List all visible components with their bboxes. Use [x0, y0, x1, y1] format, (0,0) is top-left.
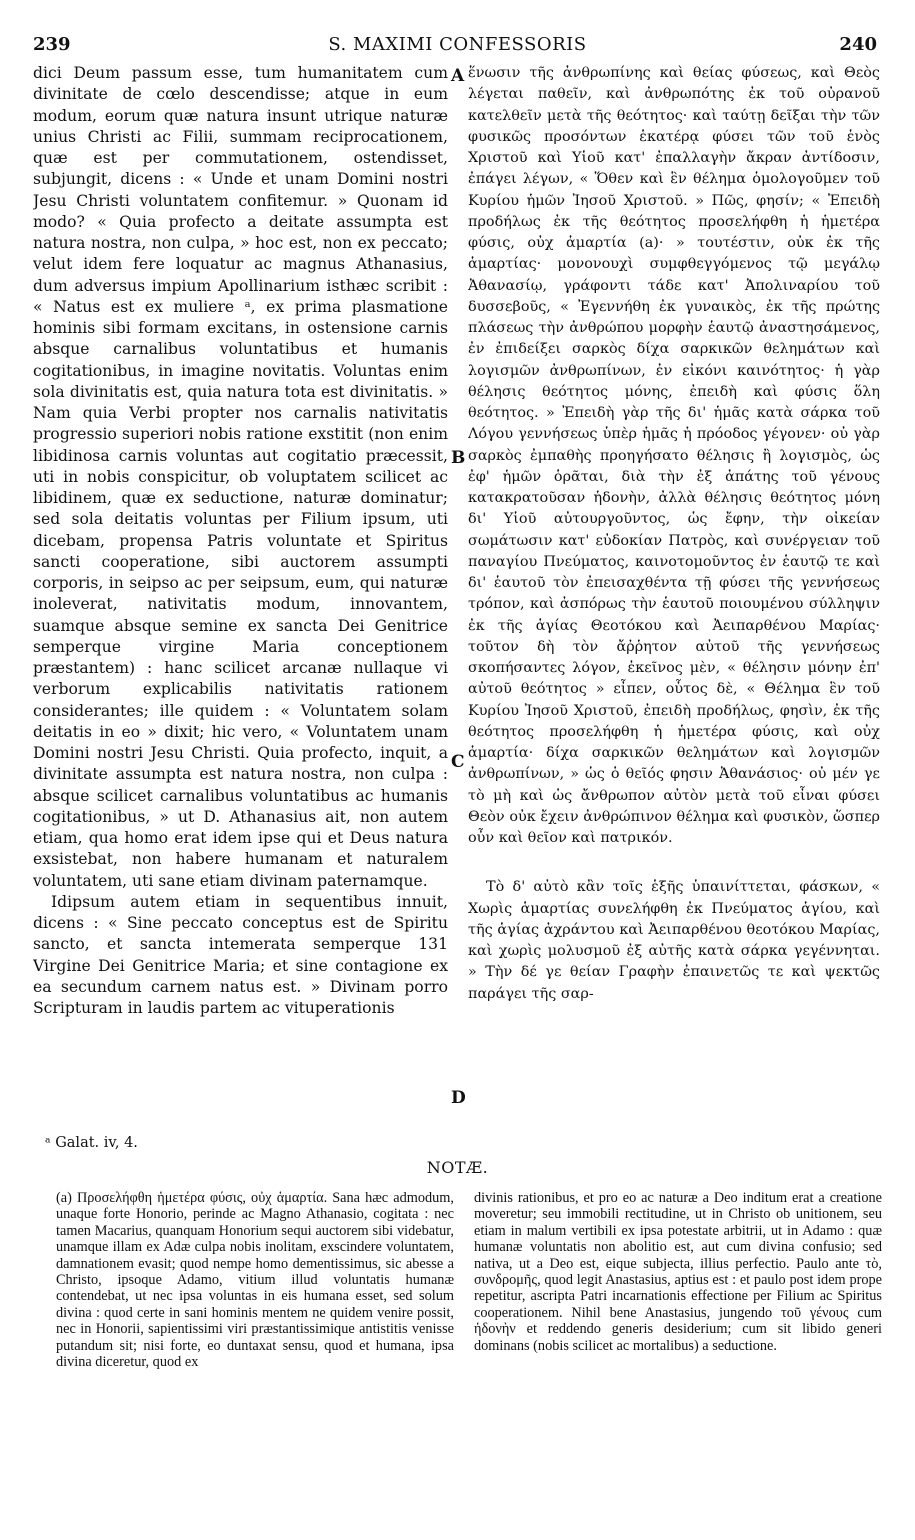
latin-paragraph: dici Deum passum esse, tum humanitatem cum divinitate de cœlo descendisse; atque in eum modum, eorum quæ natura insunt utrique naturæ unius Christi ac Filii, summam reciprocationem, quæ est per commutationem, ostendisset, subjungit, dicens : « Unde et unam Domini nostri Jesu Christi voluntatem confitemur. » Quonam id modo? « Quia profecto a deitate assumpta est natura nostra, non culpa, » hoc est, non ex peccato; velut idem fere loquatur ac magnus Athanasius, dum adversus impium Apollinarium isthæc scribit : « Natus est ex muliere ᵃ, ex prima plasmatione hominis sibi formam excitans, in ostensione carnis absque carnalibus voluntatibus et humanis cogitationibus, in imagine novitatis. Voluntas enim sola divinitatis est, quia natura tota est divinitatis. » Nam quia Verbi propter nos carnalis nativitatis progressio superiori nobis ratione exstitit (non enim libidinosa carnis voluntas aut cogitatio præcessit, uti in nobis conspicitur, ob voluptatem scilicet ac libidinem, quæ ex seductione, naturæ dominatur; sed sola deitatis voluntas per Filium ipsum, uti dicebam, propensa Patris voluntate et Spiritus sancti cooperatione, sibi auctorem assumpti corporis, in seipso ac per seipsum, eum, qui naturæ inoleverat, nativitatis modum, innovantem, suamque absque semine ex sancta Dei Genitrice semperque virgine Maria conceptionem præstantem) : hanc scilicet arcanæ nullaque vi verborum explicabilis nativitatis rationem considerantes; ille quidem : « Voluntatem solam deitatis in eo » dixit; hic vero, « Voluntatem unam Domini nostri Jesu Christi. Quia profecto, inquit, a divinitate assumpta est natura nostra, non culpa : absque scilicet carnalibus voluntatibus ac humanis cogitationibus, » ut D. Athanasius ait, non autem etiam, qua homo erat idem ipse qui et Deus natura exsistebat, non habere humanam et naturalem voluntatem, uti sane etiam divinam paternamque.	[33, 64, 448, 890]
notes-left-column	[56, 1190, 454, 1445]
notes-title: NOTÆ.	[426, 1158, 489, 1177]
greek-column	[468, 63, 880, 1135]
right-page-number: 240	[839, 34, 877, 55]
margin-marker-d: D	[451, 1088, 466, 1108]
note-text: divinis rationibus, et pro eo ac naturæ a Deo inditum erat a creatione moveretur; seu immobili rectitudine, ut in Christo ob unitionem, seu etiam in malum vertibili ex ipsa potestate arbitrii, ut in Adamo : quæ humanæ voluntatis non abolitio est, aut cum divina confusio; sed nativa, ut a Deo est, eique subjecta, illius perfectio. Paulo ante τὸ, συνδρομῆς, quod legit Anastasius, aptius est : et paulo post idem prope repetitur, ascripta Patri incarnationis effectione per Filium ac Spiritus cooperationem. Nihil bene Anastasius, jungendo τοῦ γένους cum ἡδονὴν et reddendo generis desiderium; cum sit libido generi dominans (nobis scilicet ac mortalibus) a seductione.	[474, 1190, 882, 1354]
running-title: S. MAXIMI CONFESSORIS	[328, 34, 587, 55]
left-page-number: 239	[33, 34, 71, 55]
latin-column	[33, 63, 448, 1135]
margin-marker-c: C	[451, 752, 465, 772]
margin-marker-b: B	[451, 448, 466, 468]
greek-paragraph: ἕνωσιν τῆς ἀνθρωπίνης καὶ θείας φύσεως, καὶ Θεὸς λέγεται παθεῖν, καὶ ἀνθρωπότης ἐκ τοῦ οὐρανοῦ κατελθεῖν μετὰ τῆς θεότητος· καὶ ταύτῃ δεῖξαι τὴν τῶν φυσικῶς προσόντων ἑκατέρᾳ φύσει τῶν τοῦ ἑνὸς Χριστοῦ καὶ Υἱοῦ κατ' ἐπαλλαγὴν ἄκραν ἀντίδοσιν, ἐπάγει λέγων, « Ὅθεν καὶ ἓν θέλημα ὁμολογοῦμεν τοῦ Κυρίου ἡμῶν Ἰησοῦ Χριστοῦ. » Πῶς, φησίν; « Ἐπειδὴ προδήλως ἐκ τῆς θεότητος προσελήφθη ἡ ἡμετέρα φύσις, οὐχ ἁμαρτία (a)· » τουτέστιν, οὐκ ἐκ τῆς ἁμαρτίας· μονονουχὶ συμφθεγγόμενος τῷ μεγάλῳ Ἀθανασίῳ, γράφοντι τάδε κατ' Ἀπολιναρίου τοῦ δυσσεβοῦς, « Ἐγεννήθη ἐκ γυναικὸς, ἐκ τῆς πρώτης πλάσεως τὴν ἀνθρώπου μορφὴν ἑαυτῷ ἀναστησάμενος, ἐν ἐπιδείξει σαρκὸς δίχα σαρκικῶν θελημάτων καὶ λογισμῶν ἀνθρωπίνων, ἐν εἰκόνι καινότητος· ἡ γὰρ θέλησις θεότητος μόνης, ἐπειδὴ καὶ φύσις ὅλη θεότητος. » Ἐπειδὴ γὰρ τῆς δι' ἡμᾶς κατὰ σάρκα τοῦ Λόγου γεννήσεως ὑπὲρ ἡμᾶς ἡ πρόοδος γέγονεν· οὐ γὰρ σαρκὸς ἐμπαθὴς προηγήσατο θέλησις ἢ λογισμὸς, ὡς ἐφ' ἡμῶν ὁρᾶται, διὰ τὴν ἐξ ἀπάτης τοῦ γένους κατακρατοῦσαν ἡδονὴν, ἀλλὰ θέλησις θεότητος μόνη δι' Υἱοῦ αὐτουργοῦντος, ὡς ἔφην, τὴν οἰκείαν σωμάτωσιν κατ' εὐδοκίαν Πατρὸς, καὶ συνέργειαν τοῦ παναγίου Πνεύματος, καινοτομοῦντος ἐν ἑαυτῷ τε καὶ δι' ἑαυτοῦ τὸν ἐπεισαχθέντα τῇ φύσει τῆς γεννήσεως τρόπον, καὶ ἀσπόρως τὴν ἑαυτοῦ ποιουμένου σύλληψιν ἐκ τῆς ἁγίας Θεοτόκου καὶ Ἀειπαρθένου Μαρίας· τοῦτον δὴ τὸν ἄῤῥητον αὐτοῦ τῆς γεννήσεως σκοπήσαντες λόγον, ἐκεῖνος μὲν, « θέλησιν μόνην ἐπ' αὐτοῦ θεότητος » εἶπεν, οὗτος δὲ, « Θέλημα ἓν τοῦ Κυρίου Ἰησοῦ Χριστοῦ, ἐπειδὴ προδήλως, φησὶν, ἐκ τῆς θεότητος προσελήφθη ἡ ἡμετέρα φύσις, καὶ οὐχ ἁμαρτία· δίχα σαρκικῶν θελημάτων καὶ λογισμῶν ἀνθρωπίνων, » ὡς ὁ θεῖός φησιν Ἀθανάσιος· οὐ μέν γε τὸ μὴ καὶ ὡς ἄνθρωπον αὐτὸν μετὰ τοῦ εἶναι φύσει Θεὸν οὐκ ἔχειν ἀνθρώπινον θέλημα καὶ φυσικὸν, ὥσπερ οὖν καὶ θεῖον καὶ πατρικόν.	[468, 65, 880, 846]
greek-paragraph: Τὸ δ' αὐτὸ κἂν τοῖς ἑξῆς ὑπαινίττεται, φάσκων, « Χωρὶς ἁμαρτίας συνελήφθη ἐκ Πνεύματος ἁγίου, καὶ τῆς ἁγίας ἀχράντου καὶ Ἀειπαρθένου θεοτόκου Μαρίας, καὶ χωρὶς μολυσμοῦ ἐξ αὐτῆς κατὰ σάρκα γεγέννηται. » Τὴν δέ γε θείαν Γραφὴν ἐπαινετῶς τε καὶ ψεκτῶς παράγει τῆς σαρ-	[468, 879, 880, 1002]
page-header	[0, 34, 915, 58]
note-text: (a) Προσελήφθη ἡμετέρα φύσις, οὐχ ἁμαρτία. Sana hæc admodum, unaque forte Honorio, perinde ac Magno Athanasio, cogitata : nec tamen Macarius, quanquam Honorium sequi auctorem sibi videbatur, unamque illam ex Adæ culpa nobis inolitam, exscindere voluntatem, damnationem evasit; quod nempe homo dementissimus, sic abesse a Christo, ipsoque Adamo, vitium illud voluntatis humanæ contendebat, ut nec ipsa voluntas in eis humana esset, sed solum divina : quod certe in sani hominis mentem ne quidem venire possit, nec in Honorii, sapientissimi viri præstantissimique antistitis venisse putandum sit; nisi forte, eo duntaxat sensu, quod et humana, ipsa divina diceretur, quod ex	[56, 1190, 454, 1371]
notes-right-column	[474, 1190, 882, 1445]
latin-paragraph: Idipsum autem etiam in sequentibus innuit, dicens : « Sine peccato conceptus est de Spiritu sancto, et sancta intemerata semperque 131 Virgine Dei Genitrice Maria; et sine contagione ex ea secundum carnem natus est. » Divinam porro Scripturam in laudis partem ac vituperationis	[33, 892, 448, 1017]
footnote: ᵃ Galat. iv, 4.	[45, 1135, 138, 1151]
margin-marker-a: A	[451, 66, 465, 86]
